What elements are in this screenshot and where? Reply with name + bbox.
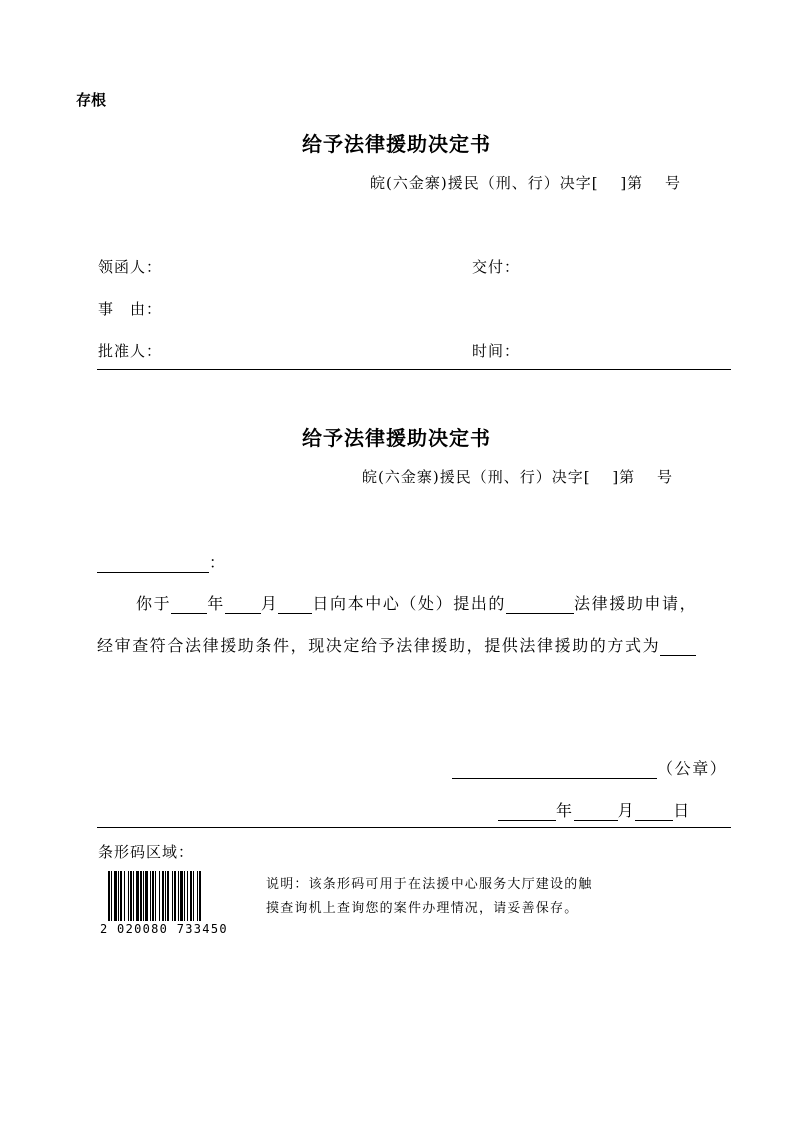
year-blank[interactable]	[171, 595, 207, 614]
seal-label: （公章）	[657, 759, 728, 778]
date-day-blank[interactable]	[635, 802, 673, 821]
application-text-5: 法律援助申请，	[574, 594, 698, 613]
matter-blank[interactable]	[506, 595, 574, 614]
time-label: 时间：	[472, 342, 521, 360]
decision-text: 经审查符合法律援助条件，现决定给予法律援助，提供法律援助的方式为	[97, 636, 661, 655]
date-year-label: 年	[556, 801, 574, 820]
stub-doc-number: 皖(六金寨)援民（刑、行）决字[ ]第 号	[370, 174, 681, 192]
notice-doc-number: 皖(六金寨)援民（刑、行）决字[ ]第 号	[362, 468, 673, 486]
barcode-note	[266, 873, 593, 921]
cut-line-top	[97, 369, 731, 370]
seal-blank[interactable]	[452, 760, 657, 779]
application-text-4: 日向本中心（处）提出的	[312, 594, 507, 613]
application-text-3: 月	[260, 594, 279, 613]
matter-label: 事 由：	[98, 300, 163, 318]
recipient-label: 领函人：	[98, 258, 163, 276]
date-month-blank[interactable]	[574, 802, 618, 821]
application-text-2: 年	[207, 594, 225, 613]
barcode-note-line-2: 摸查询机上查询您的案件办理情况，请妥善保存。	[266, 901, 579, 916]
cut-line-bottom	[97, 827, 731, 828]
decision-line	[97, 633, 696, 656]
barcode-note-line-1: 说明：该条形码可用于在法援中心服务大厅建设的触	[266, 877, 593, 892]
addressee-line	[97, 550, 227, 573]
addressee-blank[interactable]	[97, 554, 209, 573]
notice-title: 给予法律援助决定书	[302, 426, 491, 450]
approver-label: 批准人：	[98, 342, 163, 360]
delivery-label: 交付：	[472, 258, 521, 276]
application-line	[136, 591, 697, 614]
date-line	[498, 798, 691, 821]
date-day-label: 日	[673, 801, 691, 820]
aid-method-blank[interactable]	[660, 637, 696, 656]
application-text-1: 你于	[136, 594, 172, 613]
day-blank[interactable]	[278, 595, 312, 614]
month-blank[interactable]	[225, 595, 261, 614]
barcode-area-label: 条形码区域：	[98, 843, 195, 861]
stub-title: 给予法律援助决定书	[302, 132, 491, 156]
date-month-label: 月	[617, 801, 636, 820]
barcode-digits: 2 020080 733450	[100, 922, 228, 936]
barcode-image	[108, 871, 230, 921]
addressee-colon: ：	[209, 553, 227, 572]
seal-line	[452, 756, 727, 779]
date-year-blank[interactable]	[498, 802, 556, 821]
stub-label: 存根	[76, 91, 107, 109]
